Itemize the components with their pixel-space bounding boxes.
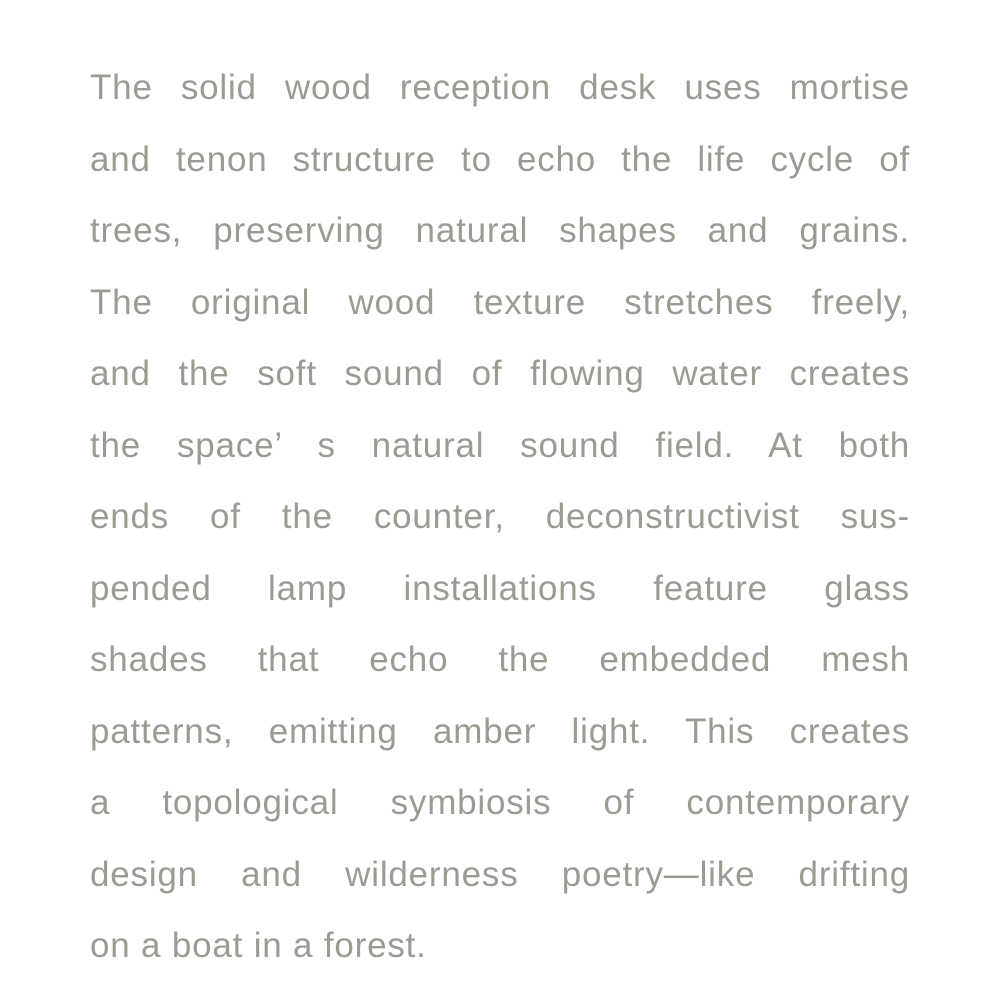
paragraph-line: The solid wood reception desk uses mortise — [90, 68, 910, 107]
paragraph-line: design and wilderness poetry—like drifting — [90, 854, 910, 894]
paragraph-line: a topological symbiosis of contemporary — [90, 783, 910, 822]
paragraph-line: The original wood texture stretches freely, — [90, 282, 910, 322]
paragraph-text-block — [90, 52, 910, 982]
paragraph-line: pended lamp installations feature glass — [90, 568, 910, 608]
paragraph-line-last: on a boat in a forest. — [90, 926, 427, 965]
paragraph-line: shades that echo the embedded mesh — [90, 640, 910, 679]
paragraph-line: the space’ s natural sound field. At both — [90, 425, 910, 465]
paragraph-line: patterns, emitting amber light. This creates — [90, 711, 910, 751]
paragraph-line: and tenon structure to echo the life cycle of — [90, 139, 910, 179]
paragraph-line: trees, preserving natural shapes and grains. — [90, 211, 910, 250]
paragraph-line: ends of the counter, deconstructivist sus- — [90, 497, 910, 536]
paragraph-line: and the soft sound of flowing water creates — [90, 354, 910, 393]
